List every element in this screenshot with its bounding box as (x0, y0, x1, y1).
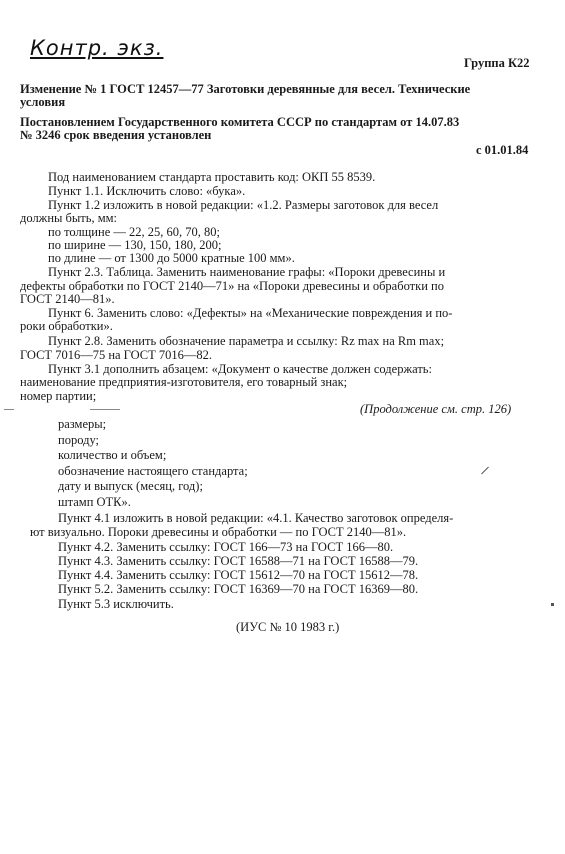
body-line-1: Под наименованием стандарта проставить код: ОКП 55 8539. (48, 170, 376, 184)
list-line-11: Пункт 4.4. Заменить ссылку: ГОСТ 15612—70 на ГОСТ 15612—78. (58, 568, 419, 582)
scan-speck (551, 603, 554, 606)
list-line-4: обозначение настоящего стандарта; (58, 464, 248, 478)
body-line-7: по длине — от 1300 до 5000 кратные 100 мм». (48, 251, 295, 265)
list-line-12: Пункт 5.2. Заменить ссылку: ГОСТ 16369—70 на ГОСТ 16369—80. (58, 582, 419, 596)
body-line-4: должны быть, мм: (20, 211, 117, 225)
list-line-7: Пункт 4.1 изложить в новой редакции: «4.1. Качество заготовок определя- (58, 511, 454, 525)
body-line-14: ГОСТ 7016—75 на ГОСТ 7016—82. (20, 348, 212, 362)
body-line-8: Пункт 2.3. Таблица. Заменить наименование графы: «Пороки древесины и (48, 265, 446, 279)
body-line-16: наименование предприятия-изготовителя, его товарный знак; (20, 375, 348, 389)
scan-stroke (481, 467, 489, 475)
page-break-mark (4, 409, 14, 410)
list-line-3: количество и объем; (58, 448, 167, 462)
decree-line-1: Постановлением Государственного комитета СССР по стандартам от 14.07.83 (20, 115, 460, 129)
body-line-2: Пункт 1.1. Исключить слово: «бука». (48, 184, 246, 198)
amendment-title-line-2: условия (20, 95, 66, 109)
effective-date: с 01.01.84 (476, 143, 529, 157)
list-line-6: штамп ОТК». (58, 495, 131, 509)
list-line-2: породу; (58, 433, 99, 447)
list-line-8: ют визуально. Пороки древесины и обработки — по ГОСТ 2140—81». (30, 525, 407, 539)
footer-source-note: (ИУС № 10 1983 г.) (236, 620, 340, 634)
body-line-5: по толщине — 22, 25, 60, 70, 80; (48, 225, 220, 239)
body-line-10: ГОСТ 2140—81». (20, 292, 115, 306)
body-line-6: по ширине — 130, 150, 180, 200; (48, 238, 222, 252)
body-line-13: Пункт 2.8. Заменить обозначение параметра и ссылку: Rz max на Rm max; (48, 334, 445, 348)
list-line-1: размеры; (58, 417, 107, 431)
body-line-3: Пункт 1.2 изложить в новой редакции: «1.2. Размеры заготовок для весел (48, 198, 439, 212)
decree-line-2: № 3246 срок введения установлен (20, 128, 212, 142)
body-line-17: номер партии; (20, 389, 97, 403)
body-line-11: Пункт 6. Заменить слово: «Дефекты» на «Механические повреждения и по- (48, 306, 453, 320)
body-line-12: роки обработки». (20, 319, 113, 333)
group-label: Группа К22 (464, 56, 530, 70)
body-line-15: Пункт 3.1 дополнить абзацем: «Документ о качестве должен содержать: (48, 362, 432, 376)
list-line-5: дату и выпуск (месяц, год); (58, 479, 203, 493)
list-line-10: Пункт 4.3. Заменить ссылку: ГОСТ 16588—71 на ГОСТ 16588—79. (58, 554, 419, 568)
body-line-9: дефекты обработки по ГОСТ 2140—71» на «Пороки древесины и обработки по (20, 279, 444, 293)
list-line-9: Пункт 4.2. Заменить ссылку: ГОСТ 166—73 на ГОСТ 166—80. (58, 540, 394, 554)
page-break-line (90, 409, 120, 410)
handwritten-control-stamp: Контр. экз. (30, 36, 164, 60)
continuation-note: (Продолжение см. стр. 126) (360, 402, 512, 416)
amendment-title-line-1: Изменение № 1 ГОСТ 12457—77 Заготовки деревянные для весел. Технические (20, 82, 471, 96)
list-line-13: Пункт 5.3 исключить. (58, 597, 174, 611)
